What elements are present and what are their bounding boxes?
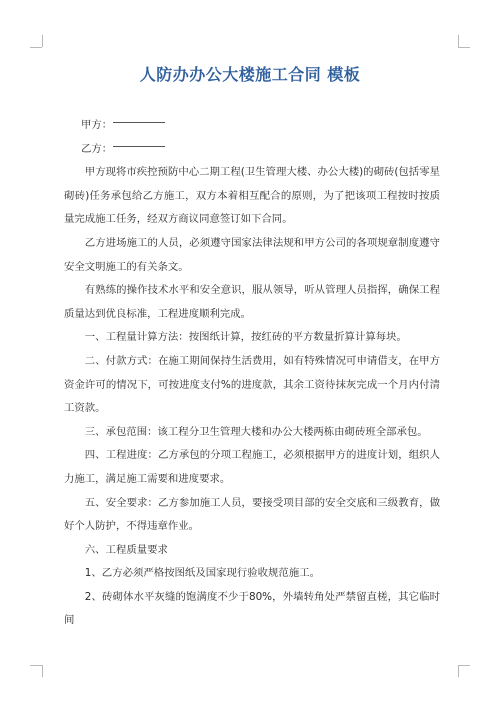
paragraph: 四、工程进度：乙方承包的分项工程施工，必须根据甲方的进度计划，组织人力施工，满足施工需要和进度要求。 [64,449,440,485]
paragraph: 三、承包范围：该工程分卫生管理大楼和办公大楼两栋由砌砖班全部承包。 [84,425,428,438]
document-title: 人防办办公大楼施工合同 模板 [139,65,361,84]
paragraph: 一、工程量计算方法：按图纸计算，按红砖的平方数量折算计算每块。 [84,331,407,344]
section-heading: 六、工程质量要求 [84,543,168,556]
document-body [64,114,440,633]
paragraph: 二、付款方式：在施工期间保持生活费用，如有特殊情况可申请借支，在甲方资金许可的情况下，可按进度支付%的进度款，其余工资待抹灰完成一个月内付清工资款。 [64,354,440,415]
paragraph: 五、安全要求：乙方参加施工人员，要接受项目部的安全交底和三级教育，做好个人防护，不得违章作业。 [64,496,440,533]
paragraph: 有熟练的操作技术水平和安全意识，服从领导，听从管理人员指挥，确保工程质量达到优良标准，工程进度顺利完成。 [64,284,440,320]
party-b-line [64,138,440,162]
party-a-blank [113,121,165,123]
paragraph: 1、乙方必须严格按图纸及国家现行验收规范施工。 [84,567,320,580]
party-b-blank [113,145,165,147]
party-a-line [64,114,440,138]
party-b-label: 乙方： [81,142,113,155]
paragraph: 乙方进场施工的人员，必须遵守国家法律法规和甲方公司的各项规章制度遵守安全文明施工的有关条文。 [64,236,440,273]
party-a-label: 甲方： [81,119,113,131]
paragraph: 2、砖砌体水平灰缝的饱满度不少于80%，外墙转角处严禁留直槎，其它临时间 [64,590,440,627]
paragraph: 甲方现将市疾控预防中心二期工程(卫生管理大楼、办公大楼)的砌砖(包括零星砌砖)任务承包给乙方施工，双方本着相互配合的原则，为了把该项工程按时按质量完成施工任务，经双方商议同意签订如下合同。 [64,166,440,226]
